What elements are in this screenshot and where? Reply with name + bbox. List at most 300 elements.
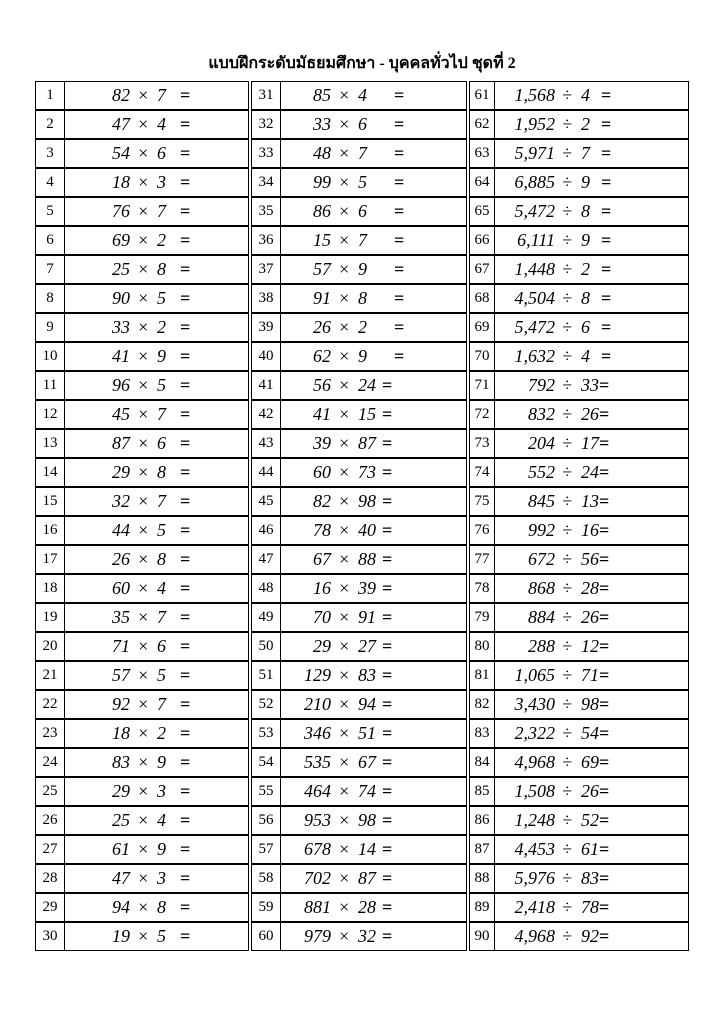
problem-column-3 bbox=[469, 81, 689, 951]
second-operand: 4 bbox=[581, 346, 590, 366]
first-operand: 67 bbox=[313, 549, 331, 569]
second-operand: 26 bbox=[581, 607, 599, 627]
second-operand: 4 bbox=[358, 85, 367, 105]
problem-number: 16 bbox=[35, 516, 65, 545]
second-operand: 7 bbox=[157, 404, 166, 424]
problem-number: 12 bbox=[35, 400, 65, 429]
problem-number: 84 bbox=[469, 748, 495, 777]
problem-expression bbox=[280, 458, 467, 487]
problem-expression bbox=[64, 690, 249, 719]
first-operand: 792 bbox=[528, 375, 555, 395]
problem-row bbox=[251, 110, 467, 139]
problem-row bbox=[251, 371, 467, 400]
problem-number: 41 bbox=[251, 371, 281, 400]
second-operand: 9 bbox=[157, 346, 166, 366]
first-operand: 33 bbox=[112, 317, 130, 337]
problem-row bbox=[251, 255, 467, 284]
first-operand: 1,632 bbox=[514, 346, 555, 366]
problem-number: 63 bbox=[469, 139, 495, 168]
multiply-sign: × bbox=[338, 143, 351, 163]
problem-row bbox=[35, 893, 249, 922]
second-operand: 4 bbox=[157, 114, 166, 134]
second-operand: 12 bbox=[581, 636, 599, 656]
problem-column-1 bbox=[35, 81, 249, 951]
first-operand: 4,504 bbox=[514, 288, 555, 308]
problem-row bbox=[469, 371, 689, 400]
problem-row bbox=[251, 632, 467, 661]
first-operand: 845 bbox=[528, 491, 555, 511]
first-operand: 6,885 bbox=[514, 172, 555, 192]
equals-sign: = bbox=[382, 868, 393, 888]
first-operand: 33 bbox=[313, 114, 331, 134]
problem-row bbox=[35, 400, 249, 429]
second-operand: 5 bbox=[157, 520, 166, 540]
equals-sign: = bbox=[382, 810, 393, 830]
problem-expression bbox=[494, 168, 689, 197]
second-operand: 98 bbox=[358, 491, 376, 511]
problem-row bbox=[469, 81, 689, 110]
problem-expression bbox=[494, 719, 689, 748]
problem-expression bbox=[494, 371, 689, 400]
equals-sign: = bbox=[599, 781, 610, 801]
first-operand: 832 bbox=[528, 404, 555, 424]
second-operand: 17 bbox=[581, 433, 599, 453]
problem-row bbox=[469, 487, 689, 516]
problem-row bbox=[469, 255, 689, 284]
equals-sign: = bbox=[180, 926, 191, 946]
problem-number: 89 bbox=[469, 893, 495, 922]
problem-expression bbox=[64, 197, 249, 226]
multiply-sign: × bbox=[338, 433, 351, 453]
equals-sign: = bbox=[180, 404, 191, 424]
problem-expression bbox=[280, 690, 467, 719]
second-operand: 9 bbox=[581, 230, 590, 250]
problem-row bbox=[469, 574, 689, 603]
first-operand: 2,418 bbox=[514, 897, 555, 917]
problem-number: 54 bbox=[251, 748, 281, 777]
multiply-sign: × bbox=[338, 288, 351, 308]
first-operand: 884 bbox=[528, 607, 555, 627]
problem-expression bbox=[494, 893, 689, 922]
problem-expression bbox=[64, 719, 249, 748]
first-operand: 92 bbox=[112, 694, 130, 714]
problem-row bbox=[251, 835, 467, 864]
problem-number: 49 bbox=[251, 603, 281, 632]
equals-sign: = bbox=[394, 143, 405, 163]
first-operand: 868 bbox=[528, 578, 555, 598]
problem-number: 22 bbox=[35, 690, 65, 719]
first-operand: 39 bbox=[313, 433, 331, 453]
problem-expression bbox=[64, 632, 249, 661]
equals-sign: = bbox=[601, 288, 612, 308]
second-operand: 3 bbox=[157, 868, 166, 888]
second-operand: 8 bbox=[581, 201, 590, 221]
second-operand: 32 bbox=[358, 926, 376, 946]
problem-row bbox=[469, 748, 689, 777]
problem-row bbox=[251, 661, 467, 690]
divide-sign: ÷ bbox=[562, 723, 572, 743]
problem-row bbox=[251, 197, 467, 226]
multiply-sign: × bbox=[137, 317, 150, 337]
second-operand: 71 bbox=[581, 665, 599, 685]
problem-expression bbox=[280, 226, 467, 255]
problem-row bbox=[469, 777, 689, 806]
first-operand: 1,508 bbox=[514, 781, 555, 801]
second-operand: 3 bbox=[157, 172, 166, 192]
problem-row bbox=[469, 864, 689, 893]
problem-number: 26 bbox=[35, 806, 65, 835]
divide-sign: ÷ bbox=[562, 578, 572, 598]
problem-number: 74 bbox=[469, 458, 495, 487]
first-operand: 54 bbox=[112, 143, 130, 163]
equals-sign: = bbox=[599, 404, 610, 424]
first-operand: 29 bbox=[112, 781, 130, 801]
problem-row bbox=[35, 574, 249, 603]
second-operand: 9 bbox=[358, 259, 367, 279]
problem-expression bbox=[494, 864, 689, 893]
second-operand: 4 bbox=[581, 85, 590, 105]
second-operand: 2 bbox=[157, 317, 166, 337]
problem-expression bbox=[64, 806, 249, 835]
multiply-sign: × bbox=[338, 346, 351, 366]
multiply-sign: × bbox=[137, 839, 150, 859]
problem-number: 10 bbox=[35, 342, 65, 371]
equals-sign: = bbox=[599, 549, 610, 569]
problem-row bbox=[469, 342, 689, 371]
problem-row bbox=[251, 342, 467, 371]
problem-number: 87 bbox=[469, 835, 495, 864]
multiply-sign: × bbox=[137, 172, 150, 192]
problem-expression bbox=[64, 748, 249, 777]
second-operand: 9 bbox=[157, 839, 166, 859]
equals-sign: = bbox=[394, 259, 405, 279]
first-operand: 96 bbox=[112, 375, 130, 395]
second-operand: 6 bbox=[157, 143, 166, 163]
multiply-sign: × bbox=[338, 259, 351, 279]
first-operand: 18 bbox=[112, 172, 130, 192]
second-operand: 24 bbox=[581, 462, 599, 482]
problem-row bbox=[35, 371, 249, 400]
problem-expression bbox=[280, 313, 467, 342]
first-operand: 57 bbox=[112, 665, 130, 685]
problem-number: 80 bbox=[469, 632, 495, 661]
problem-number: 31 bbox=[251, 81, 281, 110]
second-operand: 6 bbox=[157, 433, 166, 453]
problem-expression bbox=[64, 81, 249, 110]
problem-expression bbox=[280, 487, 467, 516]
divide-sign: ÷ bbox=[562, 85, 572, 105]
problem-number: 2 bbox=[35, 110, 65, 139]
multiply-sign: × bbox=[338, 665, 351, 685]
problem-number: 90 bbox=[469, 922, 495, 951]
second-operand: 88 bbox=[358, 549, 376, 569]
problem-row bbox=[251, 429, 467, 458]
equals-sign: = bbox=[180, 433, 191, 453]
problem-number: 19 bbox=[35, 603, 65, 632]
second-operand: 14 bbox=[358, 839, 376, 859]
second-operand: 61 bbox=[581, 839, 599, 859]
first-operand: 82 bbox=[313, 491, 331, 511]
multiply-sign: × bbox=[338, 636, 351, 656]
equals-sign: = bbox=[394, 172, 405, 192]
equals-sign: = bbox=[394, 230, 405, 250]
first-operand: 60 bbox=[313, 462, 331, 482]
first-operand: 61 bbox=[112, 839, 130, 859]
problem-number: 50 bbox=[251, 632, 281, 661]
problem-number: 57 bbox=[251, 835, 281, 864]
multiply-sign: × bbox=[338, 578, 351, 598]
second-operand: 78 bbox=[581, 897, 599, 917]
second-operand: 13 bbox=[581, 491, 599, 511]
problem-expression bbox=[280, 371, 467, 400]
first-operand: 129 bbox=[304, 665, 331, 685]
problem-number: 27 bbox=[35, 835, 65, 864]
equals-sign: = bbox=[382, 375, 393, 395]
problem-expression bbox=[64, 574, 249, 603]
second-operand: 6 bbox=[358, 201, 367, 221]
problem-row bbox=[469, 284, 689, 313]
multiply-sign: × bbox=[137, 636, 150, 656]
equals-sign: = bbox=[180, 897, 191, 917]
problem-number: 11 bbox=[35, 371, 65, 400]
first-operand: 29 bbox=[112, 462, 130, 482]
second-operand: 2 bbox=[581, 259, 590, 279]
second-operand: 83 bbox=[358, 665, 376, 685]
problem-row bbox=[469, 603, 689, 632]
first-operand: 82 bbox=[112, 85, 130, 105]
problem-number: 83 bbox=[469, 719, 495, 748]
first-operand: 56 bbox=[313, 375, 331, 395]
problem-row bbox=[35, 168, 249, 197]
problem-row bbox=[251, 545, 467, 574]
problem-row bbox=[35, 342, 249, 371]
first-operand: 85 bbox=[313, 85, 331, 105]
first-operand: 5,472 bbox=[514, 201, 555, 221]
equals-sign: = bbox=[599, 462, 610, 482]
problem-expression bbox=[64, 342, 249, 371]
multiply-sign: × bbox=[338, 520, 351, 540]
divide-sign: ÷ bbox=[562, 230, 572, 250]
problem-row bbox=[35, 661, 249, 690]
equals-sign: = bbox=[180, 346, 191, 366]
divide-sign: ÷ bbox=[562, 665, 572, 685]
equals-sign: = bbox=[599, 520, 610, 540]
equals-sign: = bbox=[601, 259, 612, 279]
second-operand: 87 bbox=[358, 868, 376, 888]
problem-expression bbox=[280, 719, 467, 748]
multiply-sign: × bbox=[137, 288, 150, 308]
problem-row bbox=[469, 458, 689, 487]
equals-sign: = bbox=[382, 752, 393, 772]
problem-number: 7 bbox=[35, 255, 65, 284]
problem-number: 35 bbox=[251, 197, 281, 226]
second-operand: 94 bbox=[358, 694, 376, 714]
problem-row bbox=[35, 603, 249, 632]
problem-number: 24 bbox=[35, 748, 65, 777]
problem-row bbox=[35, 806, 249, 835]
problem-row bbox=[251, 139, 467, 168]
problem-row bbox=[35, 429, 249, 458]
problem-number: 34 bbox=[251, 168, 281, 197]
problem-number: 85 bbox=[469, 777, 495, 806]
first-operand: 15 bbox=[313, 230, 331, 250]
second-operand: 54 bbox=[581, 723, 599, 743]
second-operand: 5 bbox=[157, 288, 166, 308]
problem-expression bbox=[280, 197, 467, 226]
equals-sign: = bbox=[180, 665, 191, 685]
divide-sign: ÷ bbox=[562, 607, 572, 627]
multiply-sign: × bbox=[338, 85, 351, 105]
multiply-sign: × bbox=[137, 665, 150, 685]
equals-sign: = bbox=[599, 839, 610, 859]
first-operand: 86 bbox=[313, 201, 331, 221]
problem-number: 20 bbox=[35, 632, 65, 661]
problem-number: 70 bbox=[469, 342, 495, 371]
first-operand: 83 bbox=[112, 752, 130, 772]
problem-expression bbox=[280, 922, 467, 951]
equals-sign: = bbox=[180, 781, 191, 801]
multiply-sign: × bbox=[137, 694, 150, 714]
problem-row bbox=[35, 835, 249, 864]
divide-sign: ÷ bbox=[562, 810, 572, 830]
divide-sign: ÷ bbox=[562, 839, 572, 859]
problem-number: 68 bbox=[469, 284, 495, 313]
equals-sign: = bbox=[180, 288, 191, 308]
divide-sign: ÷ bbox=[562, 346, 572, 366]
first-operand: 5,976 bbox=[514, 868, 555, 888]
problem-row bbox=[35, 110, 249, 139]
problem-expression bbox=[280, 864, 467, 893]
problem-number: 43 bbox=[251, 429, 281, 458]
problem-number: 82 bbox=[469, 690, 495, 719]
equals-sign: = bbox=[180, 230, 191, 250]
equals-sign: = bbox=[382, 433, 393, 453]
second-operand: 7 bbox=[358, 230, 367, 250]
first-operand: 94 bbox=[112, 897, 130, 917]
first-operand: 5,971 bbox=[514, 143, 555, 163]
equals-sign: = bbox=[180, 259, 191, 279]
first-operand: 91 bbox=[313, 288, 331, 308]
problem-row bbox=[469, 168, 689, 197]
first-operand: 41 bbox=[313, 404, 331, 424]
problem-number: 3 bbox=[35, 139, 65, 168]
problem-row bbox=[35, 487, 249, 516]
problem-number: 25 bbox=[35, 777, 65, 806]
problem-expression bbox=[64, 313, 249, 342]
equals-sign: = bbox=[394, 114, 405, 134]
problem-expression bbox=[64, 284, 249, 313]
equals-sign: = bbox=[601, 346, 612, 366]
first-operand: 210 bbox=[304, 694, 331, 714]
equals-sign: = bbox=[599, 607, 610, 627]
first-operand: 204 bbox=[528, 433, 555, 453]
multiply-sign: × bbox=[137, 114, 150, 134]
problem-expression bbox=[64, 835, 249, 864]
problem-row bbox=[251, 777, 467, 806]
first-operand: 76 bbox=[112, 201, 130, 221]
problem-number: 29 bbox=[35, 893, 65, 922]
problem-number: 60 bbox=[251, 922, 281, 951]
second-operand: 91 bbox=[358, 607, 376, 627]
second-operand: 8 bbox=[157, 897, 166, 917]
first-operand: 62 bbox=[313, 346, 331, 366]
problem-expression bbox=[280, 777, 467, 806]
problem-number: 17 bbox=[35, 545, 65, 574]
divide-sign: ÷ bbox=[562, 201, 572, 221]
divide-sign: ÷ bbox=[562, 520, 572, 540]
equals-sign: = bbox=[382, 839, 393, 859]
problem-number: 4 bbox=[35, 168, 65, 197]
second-operand: 51 bbox=[358, 723, 376, 743]
problem-row bbox=[35, 748, 249, 777]
multiply-sign: × bbox=[338, 491, 351, 511]
problem-number: 37 bbox=[251, 255, 281, 284]
equals-sign: = bbox=[599, 694, 610, 714]
first-operand: 26 bbox=[112, 549, 130, 569]
equals-sign: = bbox=[599, 752, 610, 772]
first-operand: 552 bbox=[528, 462, 555, 482]
divide-sign: ÷ bbox=[562, 172, 572, 192]
problem-row bbox=[251, 400, 467, 429]
second-operand: 28 bbox=[581, 578, 599, 598]
equals-sign: = bbox=[601, 201, 612, 221]
problem-row bbox=[469, 197, 689, 226]
equals-sign: = bbox=[180, 723, 191, 743]
second-operand: 69 bbox=[581, 752, 599, 772]
second-operand: 8 bbox=[157, 259, 166, 279]
problem-expression bbox=[64, 864, 249, 893]
problem-number: 71 bbox=[469, 371, 495, 400]
multiply-sign: × bbox=[338, 201, 351, 221]
problem-expression bbox=[494, 603, 689, 632]
problem-row bbox=[251, 690, 467, 719]
multiply-sign: × bbox=[137, 868, 150, 888]
problem-number: 73 bbox=[469, 429, 495, 458]
first-operand: 60 bbox=[112, 578, 130, 598]
first-operand: 288 bbox=[528, 636, 555, 656]
second-operand: 8 bbox=[358, 288, 367, 308]
problem-expression bbox=[494, 545, 689, 574]
second-operand: 98 bbox=[581, 694, 599, 714]
divide-sign: ÷ bbox=[562, 897, 572, 917]
problem-expression bbox=[64, 371, 249, 400]
problem-row bbox=[251, 574, 467, 603]
equals-sign: = bbox=[180, 607, 191, 627]
first-operand: 90 bbox=[112, 288, 130, 308]
problem-number: 47 bbox=[251, 545, 281, 574]
problem-row bbox=[469, 226, 689, 255]
second-operand: 9 bbox=[358, 346, 367, 366]
problem-expression bbox=[494, 226, 689, 255]
first-operand: 41 bbox=[112, 346, 130, 366]
problem-expression bbox=[64, 922, 249, 951]
problem-row bbox=[35, 81, 249, 110]
problem-number: 9 bbox=[35, 313, 65, 342]
problem-row bbox=[35, 719, 249, 748]
problem-expression bbox=[280, 806, 467, 835]
second-operand: 5 bbox=[157, 665, 166, 685]
problem-row bbox=[469, 719, 689, 748]
problem-number: 6 bbox=[35, 226, 65, 255]
second-operand: 8 bbox=[157, 462, 166, 482]
problem-number: 66 bbox=[469, 226, 495, 255]
multiply-sign: × bbox=[137, 578, 150, 598]
divide-sign: ÷ bbox=[562, 549, 572, 569]
equals-sign: = bbox=[394, 346, 405, 366]
multiply-sign: × bbox=[338, 897, 351, 917]
divide-sign: ÷ bbox=[562, 694, 572, 714]
equals-sign: = bbox=[599, 926, 610, 946]
